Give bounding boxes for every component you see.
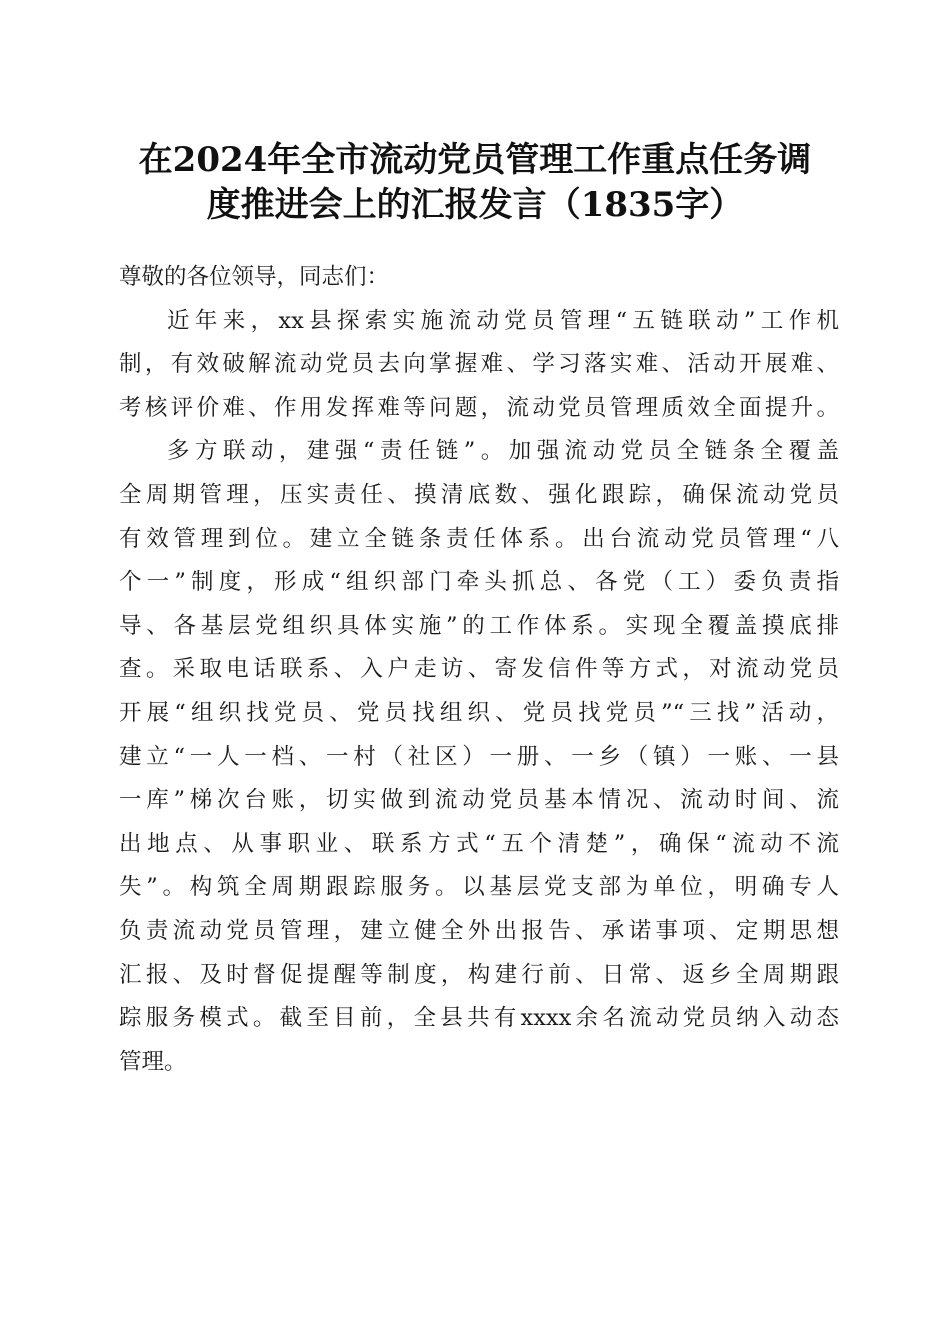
paragraph-line: 汇报、及时督促提醒等制度，构建行前、日常、返乡全周期跟: [119, 961, 839, 988]
paragraph-line: 个一”制度，形成“组织部门牵头抓总、各党（工）委负责指: [119, 569, 839, 596]
salutation: 尊敬的各位领导，同志们：: [119, 264, 390, 290]
title-line-2: 度推进会上的汇报发言（1835字）: [206, 185, 744, 225]
paragraph-line: 负责流动党员管理，建立健全外出报告、承诺事项、定期思想: [119, 917, 839, 944]
paragraph-line: 导、各基层党组织具体实施”的工作体系。实现全覆盖摸底排: [119, 612, 839, 639]
paragraph-line: 开展“组织找党员、党员找组织、党员找党员”“三找”活动，: [119, 699, 839, 726]
paragraph-line: 制，有效破解流动党员去向掌握难、学习落实难、活动开展难、: [119, 351, 839, 378]
paragraph-line: 多方联动，建强“责任链”。加强流动党员全链条全覆盖: [167, 438, 839, 465]
title-line-1: 在2024年全市流动党员管理工作重点任务调: [138, 140, 812, 180]
paragraph-line: 失”。构筑全周期跟踪服务。以基层党支部为单位，明确专人: [119, 874, 839, 901]
paragraph-line: 近年来，xx县探索实施流动党员管理“五链联动”工作机: [167, 307, 839, 334]
paragraph-line: 建立“一人一档、一村（社区）一册、一乡（镇）一账、一县: [119, 743, 839, 770]
paragraph-line: 踪服务模式。截至目前，全县共有xxxx余名流动党员纳入动态: [119, 1005, 839, 1032]
paragraph-line: 查。采取电话联系、入户走访、寄发信件等方式，对流动党员: [119, 656, 839, 683]
document-title: [100, 138, 850, 228]
paragraph-2: [119, 430, 839, 1084]
document-body: [119, 256, 839, 1084]
paragraph-line: 全周期管理，压实责任、摸清底数、强化跟踪，确保流动党员: [119, 481, 839, 508]
paragraph-line: 管理。: [119, 1048, 187, 1075]
paragraph-line: 有效管理到位。建立全链条责任体系。出台流动党员管理“八: [119, 525, 839, 552]
paragraph-line: 考核评价难、作用发挥难等问题，流动党员管理质效全面提升。: [119, 394, 839, 421]
paragraph-1: [119, 300, 839, 431]
paragraph-line: 一库”梯次台账，切实做到流动党员基本情况、流动时间、流: [119, 787, 839, 814]
paragraph-line: 出地点、从事职业、联系方式“五个清楚”，确保“流动不流: [119, 830, 839, 857]
